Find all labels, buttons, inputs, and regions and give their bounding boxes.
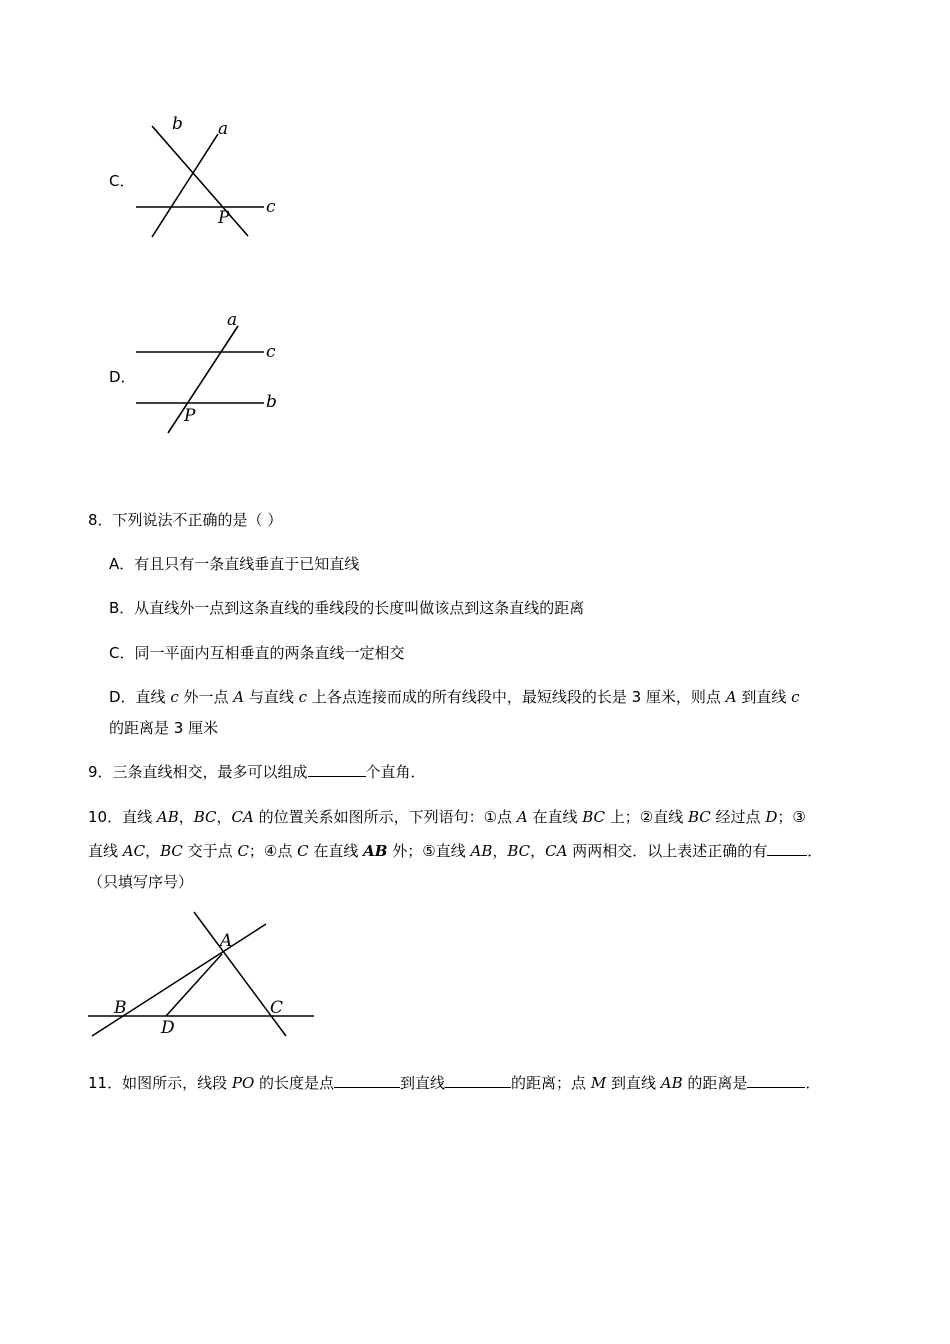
- label-a: a: [227, 310, 238, 330]
- label-b: b: [172, 114, 183, 134]
- label-c: c: [266, 197, 276, 217]
- q8-option-d-line1: D．直线 c 外一点 A 与直线 c 上各点连接而成的所有线段中，最短线段的长是 3 厘米，则点 A 到直线 c: [109, 688, 800, 706]
- q8-option-c: C．同一平面内互相垂直的两条直线一定相交: [109, 644, 405, 662]
- line-a: [152, 134, 218, 237]
- label-a: a: [218, 119, 229, 139]
- option-c-label: C．: [109, 172, 135, 190]
- label-c: C: [270, 998, 284, 1018]
- line-ab: [92, 924, 266, 1036]
- line-b: [152, 126, 248, 236]
- q9-blank[interactable]: [308, 762, 366, 777]
- figure-q10: [86, 910, 326, 1040]
- q11-blank-1[interactable]: [334, 1073, 400, 1088]
- q10-line2: 直线 AC，BC 交于点 C；④点 C 在直线 AB 外；⑤直线 AB，BC，CA 两两相交．以上表述正确的有 ．: [88, 842, 823, 860]
- line-a: [168, 326, 238, 433]
- q11-blank-3[interactable]: [747, 1073, 805, 1088]
- q8-stem: 8．下列说法不正确的是（ ）: [88, 511, 283, 529]
- q10-line1: 10．直线 AB，BC，CA 的位置关系如图所示，下列语句：①点 A 在直线 BC 上；②直线 BC 经过点 D；③: [88, 808, 806, 826]
- label-c: c: [266, 342, 276, 362]
- q9: 9．三条直线相交，最多可以组成 个直角．: [88, 763, 426, 781]
- label-b: B: [114, 998, 127, 1018]
- q8-option-a: A．有且只有一条直线垂直于已知直线: [109, 555, 360, 573]
- q10-line3: （只填写序号）: [88, 873, 194, 891]
- q8-option-d-line2: 的距离是 3 厘米: [109, 719, 219, 737]
- label-p: P: [184, 406, 196, 426]
- label-p: P: [218, 208, 230, 228]
- segment-ad: [166, 954, 222, 1016]
- figure-d: [130, 310, 300, 440]
- option-d-label: D．: [109, 368, 136, 386]
- q11-blank-2[interactable]: [445, 1073, 511, 1088]
- label-d: D: [161, 1018, 175, 1038]
- figure-c: [130, 112, 300, 242]
- q11: 11．如图所示，线段 PO 的长度是点 到直线 的距离；点 M 到直线 AB 的距离是 ．: [88, 1074, 821, 1092]
- q8-option-b: B．从直线外一点到这条直线的垂线段的长度叫做该点到这条直线的距离: [109, 599, 585, 617]
- label-b: b: [266, 392, 277, 412]
- label-a: A: [220, 931, 233, 951]
- q10-blank[interactable]: [767, 841, 807, 856]
